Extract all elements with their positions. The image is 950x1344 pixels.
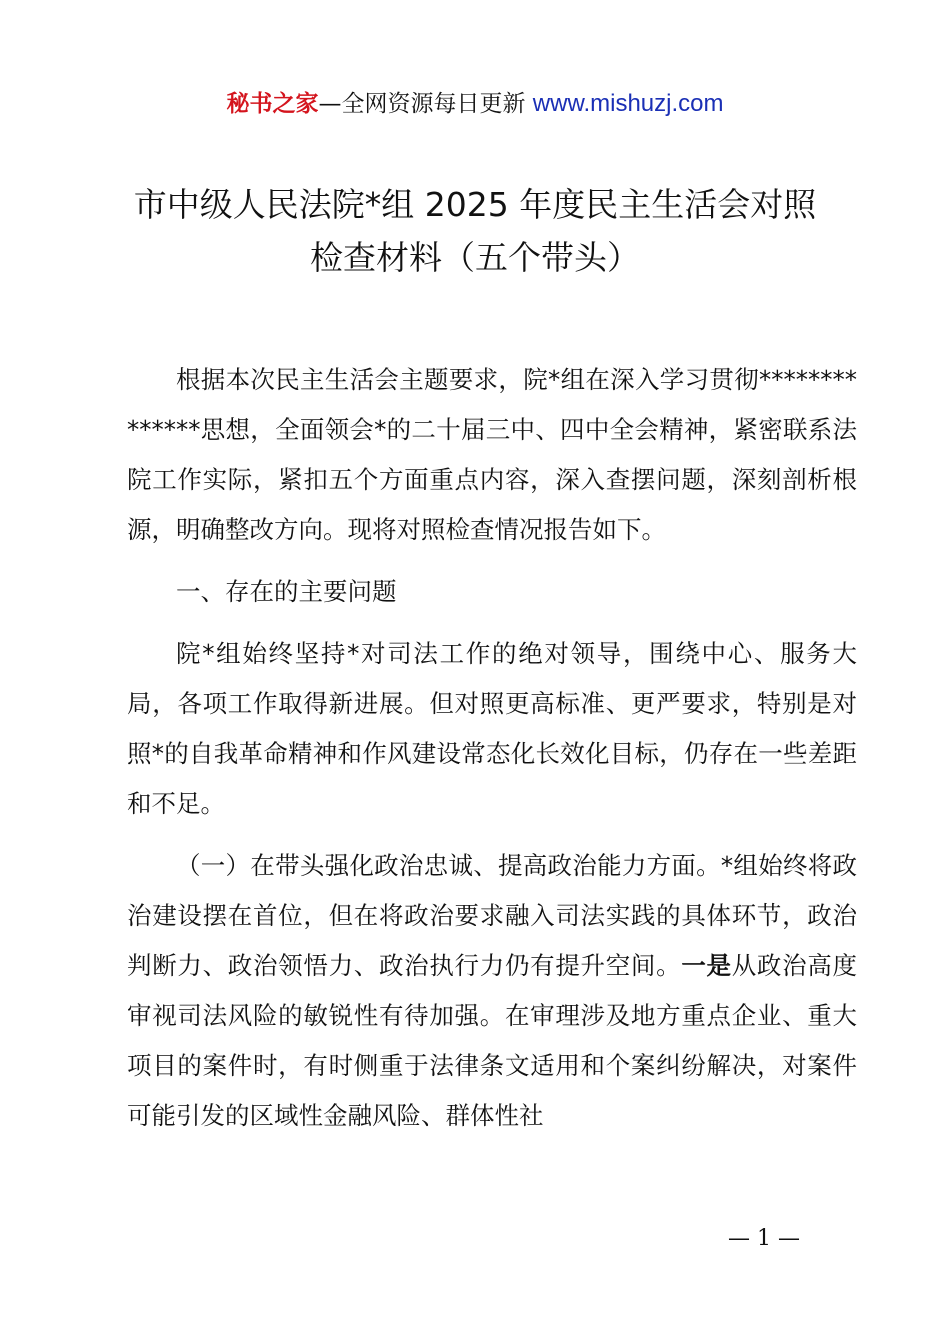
- site-url-link[interactable]: www.mishuzj.com: [532, 90, 724, 117]
- document-body: [127, 355, 857, 1141]
- header-tagline: —全网资源每日更新: [318, 91, 533, 117]
- title-line-1: 市中级人民法院*组 2025 年度民主生活会对照: [133, 185, 817, 224]
- subsection-1-paragraph: [127, 841, 857, 1141]
- point-marker-one: 一是: [681, 951, 732, 980]
- section-1-paragraph: 院*组始终坚持*对司法工作的绝对领导，围绕中心、服务大局，各项工作取得新进展。但对照更高标准、更严要求，特别是对照*的自我革命精神和作风建设常态化长效化目标，仍存在一些差距和不足。: [127, 639, 857, 818]
- intro-paragraph: 根据本次民主生活会主题要求，院*组在深入学习贯彻**************思想，全面领会*的二十届三中、四中全会精神，紧密联系法院工作实际，紧扣五个方面重点内容，深入查摆问题，深刻剖析根源，明确整改方向。现将对照检查情况报告如下。: [127, 365, 857, 544]
- title-line-2: 检查材料（五个带头）: [310, 238, 640, 277]
- brand-name: 秘书之家: [226, 91, 319, 117]
- document-title: [60, 178, 890, 284]
- page-number: — 1 —: [728, 1226, 800, 1251]
- subsection-1-text: （一）在带头强化政治忠诚、提高政治能力方面。*组始终将政治建设摆在首位，但在将政治要求融入司法实践的具体环节，政治判断力、政治领悟力、政治执行力仍有提升空间。: [127, 851, 857, 980]
- section-heading-1: 一、存在的主要问题: [176, 577, 397, 606]
- site-header: [0, 88, 950, 120]
- subsection-1-rest: 从政治高度审视司法风险的敏锐性有待加强。在审理涉及地方重点企业、重大项目的案件时，有时侧重于法律条文适用和个案纠纷解决，对案件可能引发的区域性金融风险、群体性社: [127, 951, 858, 1130]
